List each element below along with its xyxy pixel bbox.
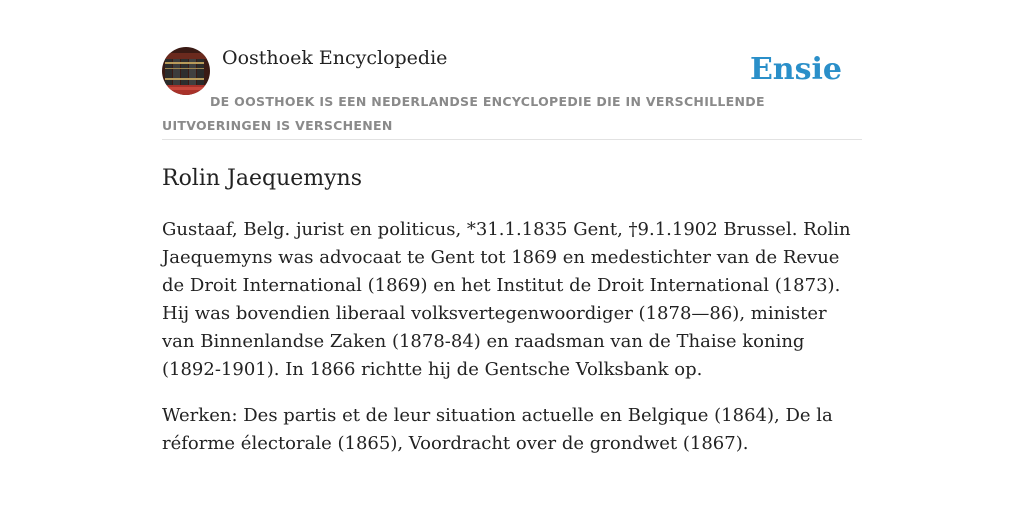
site-title[interactable]: Oosthoek Encyclopedie — [222, 47, 448, 69]
article — [162, 164, 862, 458]
brand-logo[interactable]: Ensie — [749, 52, 842, 87]
article-paragraph: Werken: Des partis et de leur situation actuelle en Belgique (1864), De la réforme électorale (1865), Voordracht over de grondwet (1867). — [162, 405, 833, 454]
encyclopedia-books-icon[interactable] — [162, 47, 210, 95]
article-paragraph: Gustaaf, Belg. jurist en politicus, *31.1.1835 Gent, †9.1.1902 Brussel. Rolin Jaequemyns was advocaat te Gent tot 1869 en medestichter van de Revue de Droit International (1869) en het Institut de Droit International (1873). Hij was bovendien liberaal volksvertegenwoordiger (1878—86), minister van Binnenlandse Zaken (1878-84) en raadsman van de Thaise koning (1892-1901). In 1866 richtte hij de Gentsche Volksbank op. — [162, 219, 851, 380]
site-tagline: DE OOSTHOEK IS EEN NEDERLANDSE ENCYCLOPEDIE DIE IN VERSCHILLENDE UITVOERINGEN IS VERSCHENEN — [162, 94, 765, 133]
header-divider — [162, 139, 862, 140]
article-title: Rolin Jaequemyns — [162, 166, 363, 191]
